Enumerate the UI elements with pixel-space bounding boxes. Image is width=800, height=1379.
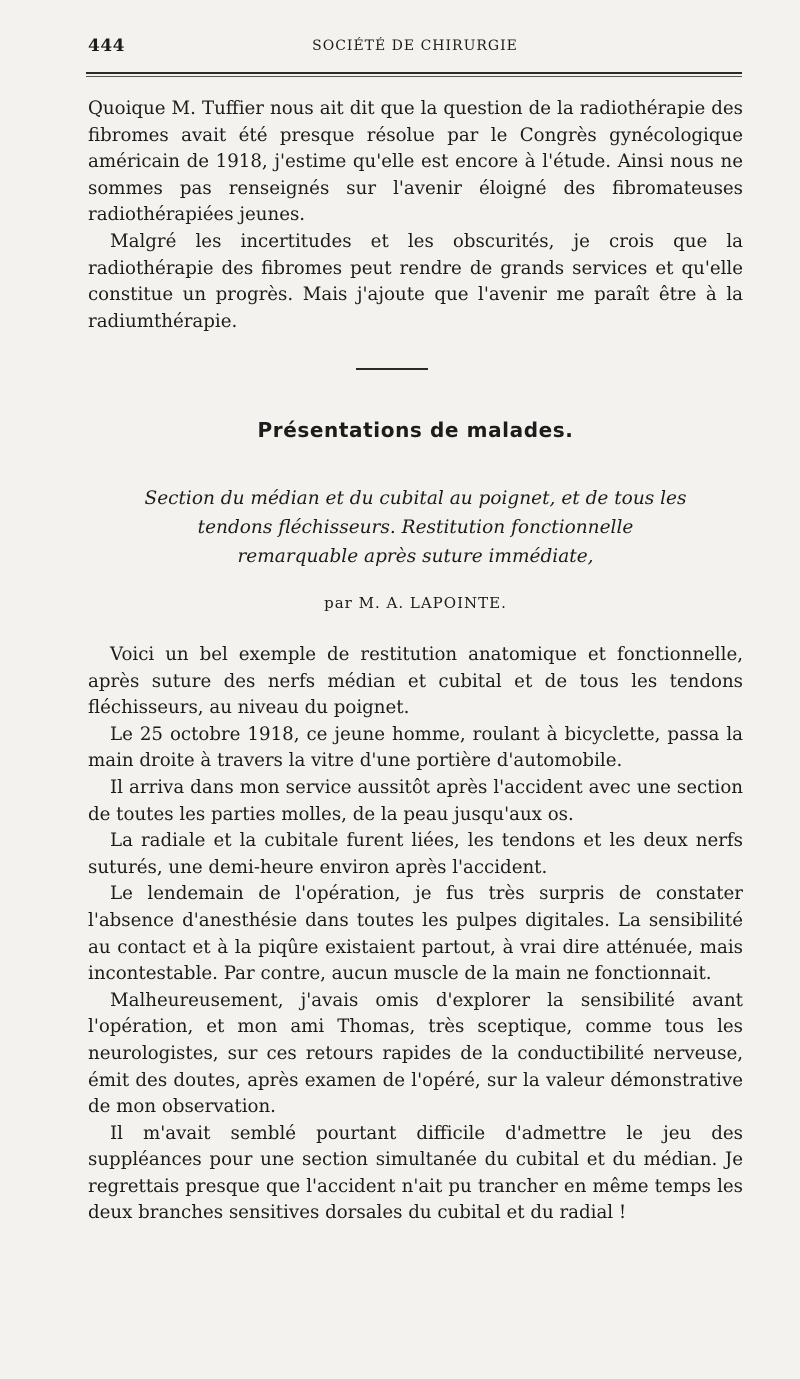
article-title-line: remarquable après suture immédiate, bbox=[237, 546, 594, 567]
paragraph: Voici un bel exemple de restitution anatomique et fonctionnelle, après suture des nerfs médian et cubital et de tous les tendons fléchisseurs, au niveau du poignet. bbox=[88, 644, 743, 719]
article-title bbox=[88, 484, 743, 571]
article-title-line: tendons fléchisseurs. Restitution fonctionnelle bbox=[197, 517, 634, 538]
paragraph: La radiale et la cubitale furent liées, les tendons et les deux nerfs suturés, une demi-heure environ après l'accident. bbox=[88, 830, 743, 878]
running-title: SOCIÉTÉ DE CHIRURGIE bbox=[312, 38, 518, 54]
header-rule-thin bbox=[86, 76, 742, 77]
paragraph: Malheureusement, j'avais omis d'explorer la sensibilité avant l'opération, et mon ami Thomas, très sceptique, comme tous les neurologistes, sur ces retours rapides de la conductibilité nerveuse, émit des doutes, après examen de l'opéré, sur la valeur démonstrative de mon observation. bbox=[88, 989, 743, 1118]
section-heading: Présentations de malades. bbox=[257, 418, 574, 442]
article-body bbox=[88, 642, 743, 1227]
header-rule bbox=[86, 72, 742, 74]
paragraph: Le 25 octobre 1918, ce jeune homme, roulant à bicyclette, passa la main droite à travers la vitre d'une portière d'automobile. bbox=[88, 723, 743, 772]
section-divider bbox=[356, 368, 428, 370]
page-header bbox=[88, 36, 742, 58]
article-title-line: Section du médian et du cubital au poignet, et de tous les bbox=[144, 488, 687, 509]
paragraph: Il arriva dans mon service aussitôt après l'accident avec une section de toutes les parties molles, de la peau jusqu'aux os. bbox=[88, 776, 743, 825]
author-byline: par M. A. LAPOINTE. bbox=[324, 594, 507, 612]
page-number: 444 bbox=[88, 36, 125, 56]
paragraph: Le lendemain de l'opération, je fus très surpris de constater l'absence d'anesthésie dans toutes les pulpes digitales. La sensibilité au contact et à la piqûre existaient partout, à vrai dire atténuée, mais incontestable. Par contre, aucun muscle de la main ne fonctionnait. bbox=[88, 883, 743, 985]
paragraph: Il m'avait semblé pourtant difficile d'admettre le jeu des suppléances pour une section simultanée du cubital et du médian. Je regrettais presque que l'accident n'ait pu trancher en même temps les deux branches sensitives dorsales du cubital et du radial ! bbox=[88, 1122, 743, 1224]
paragraph: Quoique M. Tuffier nous ait dit que la question de la radiothérapie des fibromes avait été presque résolue par le Congrès gynécologique américain de 1918, j'estime qu'elle est encore à l'étude. Ainsi nous ne sommes pas renseignés sur l'avenir éloigné des fibromateuses radiothérapiées jeunes. bbox=[88, 98, 743, 226]
paragraph: Malgré les incertitudes et les obscurités, je crois que la radiothérapie des fibromes peut rendre de grands services et qu'elle constitue un progrès. Mais j'ajoute que l'avenir me paraît être à la radiumthérapie. bbox=[88, 230, 743, 332]
intro-text bbox=[88, 96, 743, 335]
